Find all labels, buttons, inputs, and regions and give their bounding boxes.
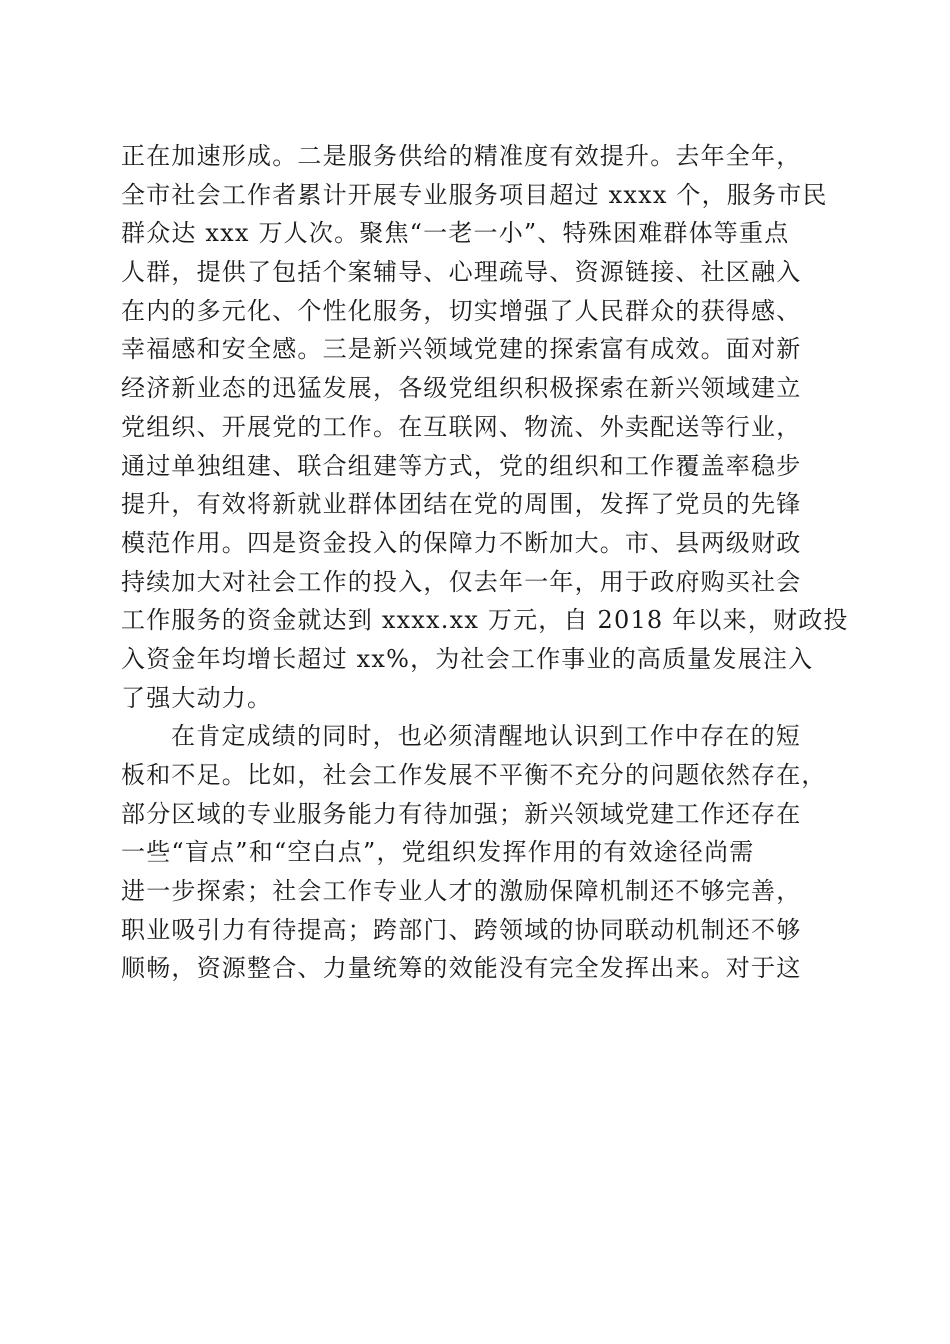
text-line: 正在加速形成。二是服务供给的精准度有效提升。去年全年， (121, 142, 802, 170)
text-line: 在内的多元化、个性化服务，切实增强了人民群众的获得感、 (121, 296, 802, 325)
text-line: 通过单独组建、联合组建等方式，党的组织和工作覆盖率稳步 (121, 451, 802, 480)
text-line: 入资金年均增长超过 xx%，为社会工作事业的高质量发展注入 (121, 644, 814, 673)
text-line: 群众达 xxx 万人次。聚焦“一老一小”、特殊困难群体等重点 (121, 219, 790, 248)
text-line: 全市社会工作者累计开展专业服务项目超过 xxxx 个，服务市民 (121, 180, 828, 209)
text-line: 顺畅，资源整合、力量统筹的效能没有完全发挥出来。对于这 (121, 954, 802, 983)
text-line: 职业吸引力有待提高；跨部门、跨领域的协同联动机制还不够 (121, 915, 802, 944)
text-line: 进一步探索；社会工作专业人才的激励保障机制还不够完善， (121, 877, 802, 906)
text-line: 持续加大对社会工作的投入，仅去年一年，用于政府购买社会 (121, 567, 802, 596)
text-line: 人群，提供了包括个案辅导、心理疏导、资源链接、社区融入 (121, 258, 802, 287)
text-line: 模范作用。四是资金投入的保障力不断加大。市、县两级财政 (121, 528, 802, 557)
text-line: 一些“盲点”和“空白点”，党组织发挥作用的有效途径尚需 (121, 838, 755, 867)
text-line: 板和不足。比如，社会工作发展不平衡不充分的问题依然存在， (121, 761, 827, 789)
body-text (121, 137, 849, 988)
text-line: 了强大动力。 (121, 683, 273, 712)
text-line: 工作服务的资金就达到 xxxx.xx 万元，自 2018 年以来，财政投 (121, 606, 849, 635)
paragraph-start-line: 在肯定成绩的同时，也必须清醒地认识到工作中存在的短 (171, 722, 801, 751)
text-line: 提升，有效将新就业群体团结在党的周围，发挥了党员的先锋 (121, 490, 802, 519)
text-line: 幸福感和安全感。三是新兴领域党建的探索富有成效。面对新 (121, 335, 802, 364)
text-line: 经济新业态的迅猛发展，各级党组织积极探索在新兴领域建立 (121, 374, 802, 403)
text-line: 部分区域的专业服务能力有待加强；新兴领域党建工作还存在 (121, 799, 802, 828)
text-line: 党组织、开展党的工作。在互联网、物流、外卖配送等行业， (121, 412, 802, 441)
